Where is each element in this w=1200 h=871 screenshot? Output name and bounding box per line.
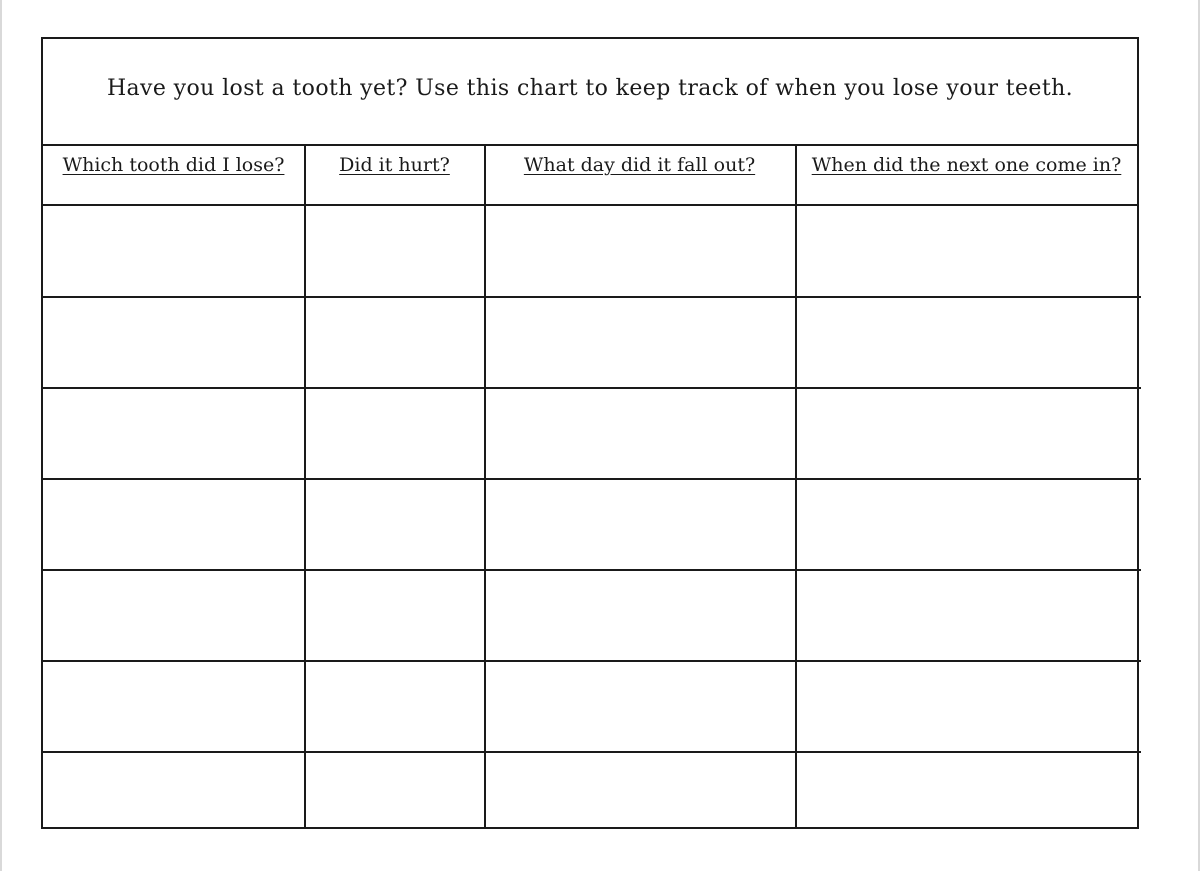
header-cell-next-one [796, 146, 1137, 204]
header-cell-what-day [485, 146, 794, 204]
header-label-next-one: When did the next one come in? [811, 154, 1122, 176]
tooth-chart-table [41, 37, 1139, 829]
page-left-edge [0, 0, 2, 871]
header-cell-which-tooth [43, 146, 304, 204]
table-header-row [43, 146, 1137, 206]
worksheet-title: Have you lost a tooth yet? Use this chart to keep track of when you lose your teeth. [106, 76, 1074, 101]
header-label-did-it-hurt: Did it hurt? [339, 154, 450, 176]
header-cell-did-it-hurt [306, 146, 483, 204]
header-label-which-tooth: Which tooth did I lose? [62, 154, 285, 176]
table-row [43, 662, 1137, 751]
table-row [43, 298, 1137, 387]
table-row [43, 571, 1137, 660]
table-row [43, 753, 1137, 827]
title-box [43, 39, 1137, 146]
table-row [43, 389, 1137, 478]
header-label-what-day: What day did it fall out? [523, 154, 756, 176]
table-row [43, 480, 1137, 569]
table-row [43, 206, 1137, 296]
